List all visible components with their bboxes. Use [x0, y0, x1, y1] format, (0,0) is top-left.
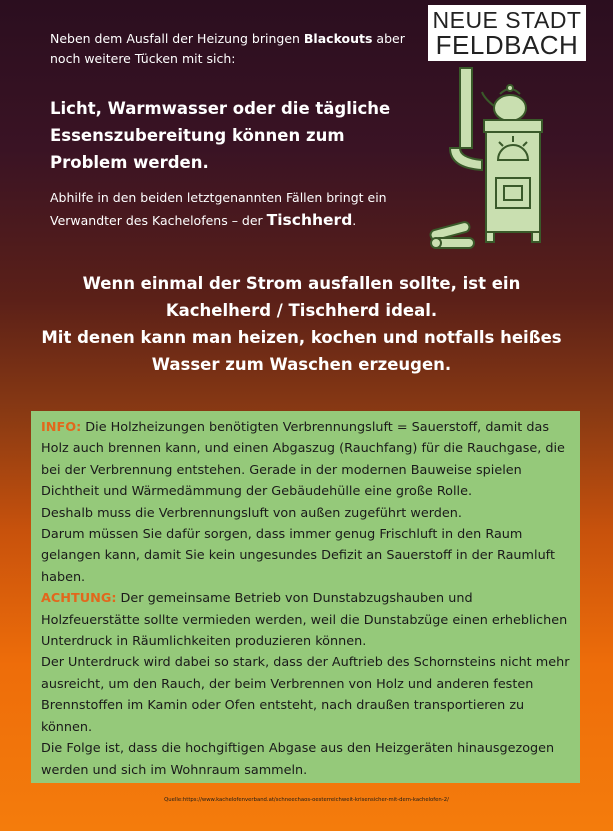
achtung-paragraph [41, 588, 570, 652]
achtung-text: Der gemeinsame Betrieb von Dunstabzugshauben und Holzfeuerstätte sollte vermieden werden, weil die Dunstabzüge einen erheblichen Unterdruck in Räumlichkeiten produzieren können. [41, 591, 568, 650]
abhilfe-bold: Tischherd [266, 211, 353, 229]
stove-illustration [420, 58, 550, 258]
intro-text [50, 29, 420, 69]
info-label: INFO: [41, 420, 82, 435]
logo-line-1: NEUE STADT [432, 7, 582, 33]
achtung-label: ACHTUNG: [41, 591, 117, 607]
info-paragraph-5: Der Unterdruck wird dabei so stark, dass der Auftrieb des Schornsteins nicht mehr ausreicht, um den Rauch, der beim Verbrennen von Holz und anderen festen Brennstoffen im Kamin oder Ofen entsteht, nach draußen transportieren zu können. [41, 655, 570, 735]
source-link[interactable]: Quelle:https://www.kachelofenverband.at/schneechaos-oesterreichweit-krisensicher-mit-dem-kachelofen-2/ [164, 797, 449, 803]
logo-line-2: FELDBACH [435, 30, 579, 60]
abhilfe-text [50, 186, 420, 232]
center-message [20, 270, 583, 378]
info-paragraph-2: Deshalb muss die Verbrennungsluft von außen zugeführt werden. [41, 505, 462, 521]
abhilfe-main: Abhilfe in den beiden letztgenannten Fällen bringt ein Verwandter des Kachelofens – der [50, 190, 387, 228]
intro-after: aber noch weitere Tücken mit sich: [50, 31, 405, 66]
center-line-1: Wenn einmal der Strom ausfallen sollte, ist ein [82, 274, 521, 293]
center-line-4: Wasser zum Waschen erzeugen. [151, 355, 452, 374]
headline: Licht, Warmwasser oder die tägliche Essenszubereitung können zum Problem werden. [50, 99, 391, 172]
info-paragraph-6: Die Folge ist, dass die hochgiftigen Abgase aus den Heizgeräten hinausgezogen werden und sich im Wohnraum sammeln. [41, 741, 555, 778]
abhilfe-end: . [352, 213, 357, 228]
info-text-1: Die Holzheizungen benötigten Verbrennungsluft = Sauerstoff, damit das Holz auch brennen kann, und einen Abgaszug (Rauchfang) für die Rauchgase, die bei der Verbrennung entstehen. Gerade in der modernen Bauweise spielen Dichtheit und Wärmedämmung der Gebäudehülle eine große Rolle. [41, 420, 565, 500]
info-paragraph-1 [41, 417, 570, 503]
intro-bold: Blackouts [303, 31, 373, 46]
logo [428, 5, 586, 61]
center-line-2: Kachelherd / Tischherd ideal. [165, 301, 438, 320]
intro-before: Neben dem Ausfall der Heizung bringen [50, 31, 304, 46]
center-line-3: Mit denen kann man heizen, kochen und notfalls heißes [41, 328, 562, 347]
info-paragraph-3: Darum müssen Sie dafür sorgen, dass immer genug Frischluft in den Raum gelangen kann, damit Sie kein ungesundes Defizit an Sauerstoff in der Raumluft haben. [41, 527, 555, 585]
info-box [31, 411, 580, 783]
